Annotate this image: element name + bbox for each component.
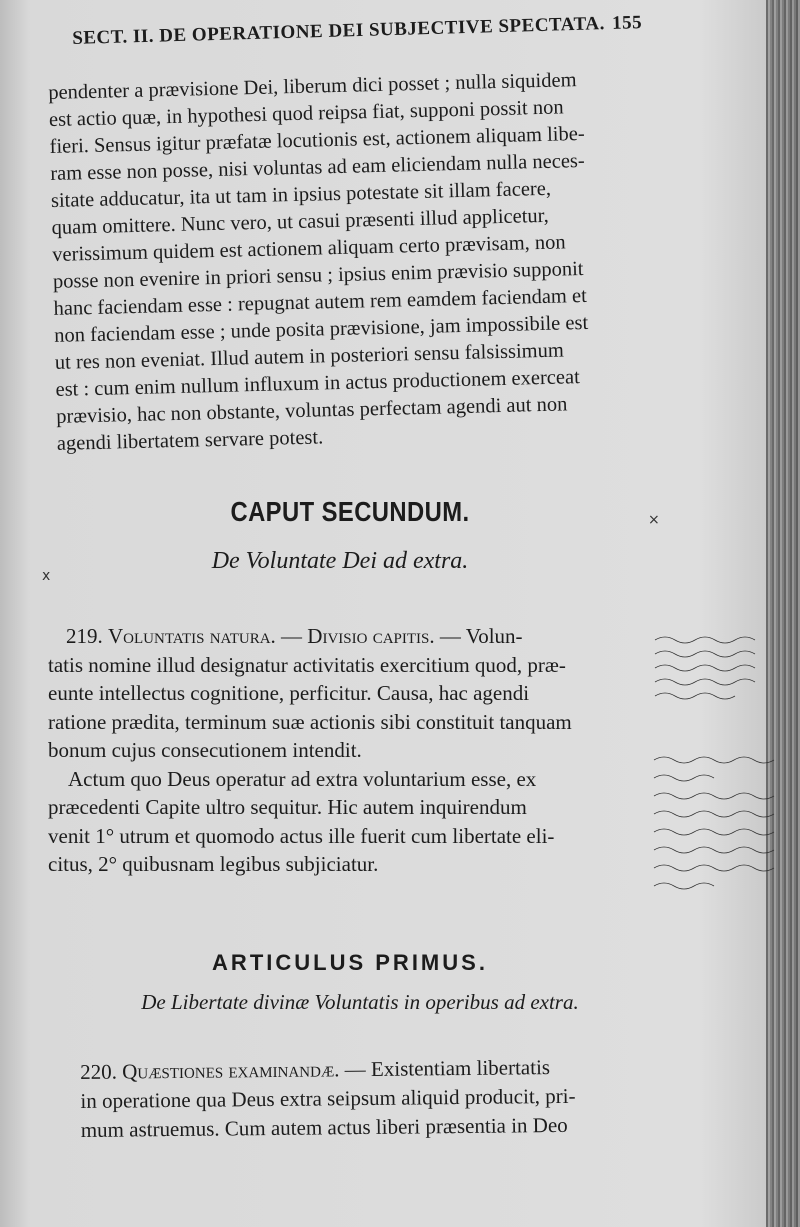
section-heading: Voluntatis natura. — Divisio capitis.	[108, 624, 435, 648]
text-line: verissimum quidem est actionem aliquam certo prævisam, non	[52, 231, 566, 266]
top-paragraph	[48, 65, 665, 458]
text-line: non faciendam esse ; unde posita prævisione, jam impossibile est	[53, 311, 589, 347]
page-number: 155	[611, 12, 643, 34]
text-line: — Volun-	[439, 624, 523, 648]
text-line: eunte intellectus cognitione, perficitur. Causa, hac agendi	[48, 681, 530, 705]
text-line: prævisio, hac non obstante, voluntas perfectam agendi aut non	[55, 393, 568, 428]
text-line: est actio quæ, in hypothesi quod reipsa fiat, supponi possit non	[48, 96, 564, 131]
chapter-subtitle: De Voluntate Dei ad extra.	[211, 548, 469, 574]
handwriting-scribble-icon	[652, 752, 782, 922]
section-heading: Quæstiones examinandæ.	[122, 1057, 340, 1084]
section-219-first-line	[48, 622, 653, 651]
text-line: præcedenti Capite ultro sequitur. Hic autem inquirendum	[48, 795, 527, 819]
article-title: ARTICULUS PRIMUS.	[212, 950, 488, 975]
text-line: citus, 2° quibusnam legibus subjiciatur.	[48, 852, 379, 876]
text-line: venit 1° utrum et quomodo actus ille fuerit cum libertate eli-	[48, 823, 555, 848]
book-spine	[766, 0, 800, 1227]
text-line: ratione prædita, terminum suæ actionis sibi constituit tanquam	[48, 709, 572, 734]
text-line: hanc faciendam esse : repugnat autem rem eamdem faciendam et	[53, 284, 588, 320]
section-219	[48, 622, 653, 879]
margin-cross-mark: ×	[648, 512, 660, 528]
text-line: ut res non eveniat. Illud autem in posteriori sensu falsissimum	[54, 339, 565, 374]
running-header	[72, 12, 642, 50]
text-line: — Existentiam libertatis	[344, 1055, 551, 1082]
section-number: 220.	[80, 1059, 118, 1084]
section-220	[80, 1052, 659, 1145]
handwriting-scribble-icon	[653, 632, 773, 702]
text-line: quam omittere. Nunc vero, ut casui præsenti illud applicetur,	[51, 204, 550, 239]
text-line: pendenter a prævisione Dei, liberum dici posset ; nulla siquidem	[48, 69, 577, 104]
margin-x-mark: x	[42, 568, 51, 584]
text-line: fieri. Sensus igitur præfatæ locutionis est, actionem aliquam libe-	[49, 122, 585, 158]
text-line: in operatione qua Deus extra seipsum aliquid producit, pri-	[80, 1083, 576, 1113]
text-line: bonum cujus consecutionem intendit.	[48, 738, 362, 762]
text-line: agendi libertatem servare potest.	[56, 426, 324, 455]
text-line: est : cum enim nullum influxum in actus productionem exerceat	[55, 366, 581, 401]
text-line: tatis nomine illud designatur activitatis exercitium quod, præ-	[48, 652, 566, 677]
text-line: posse non evenire in priori sensu ; ipsius enim prævisio supponit	[52, 257, 584, 293]
handwritten-note-1	[652, 632, 780, 702]
text-line: ram esse non posse, nisi voluntas ad eam eliciendam nulla neces-	[50, 149, 585, 185]
running-title: SECT. II. DE OPERATIONE DEI SUBJECTIVE SPECTATA.	[72, 13, 606, 49]
chapter-title: CAPUT SECUNDUM.	[230, 496, 470, 527]
handwritten-note-2	[652, 752, 780, 928]
text-line: sitate adducatur, ita ut tam in ipsius potestate sit illam facere,	[50, 177, 552, 212]
text-line: mum astruemus. Cum autem actus liberi præsentia in Deo	[80, 1112, 568, 1142]
section-number: 219.	[66, 624, 103, 648]
article-subtitle: De Libertate divinæ Voluntatis in operibus ad extra.	[141, 990, 579, 1014]
text-line: Actum quo Deus operatur ad extra voluntarium esse, ex	[68, 766, 537, 791]
